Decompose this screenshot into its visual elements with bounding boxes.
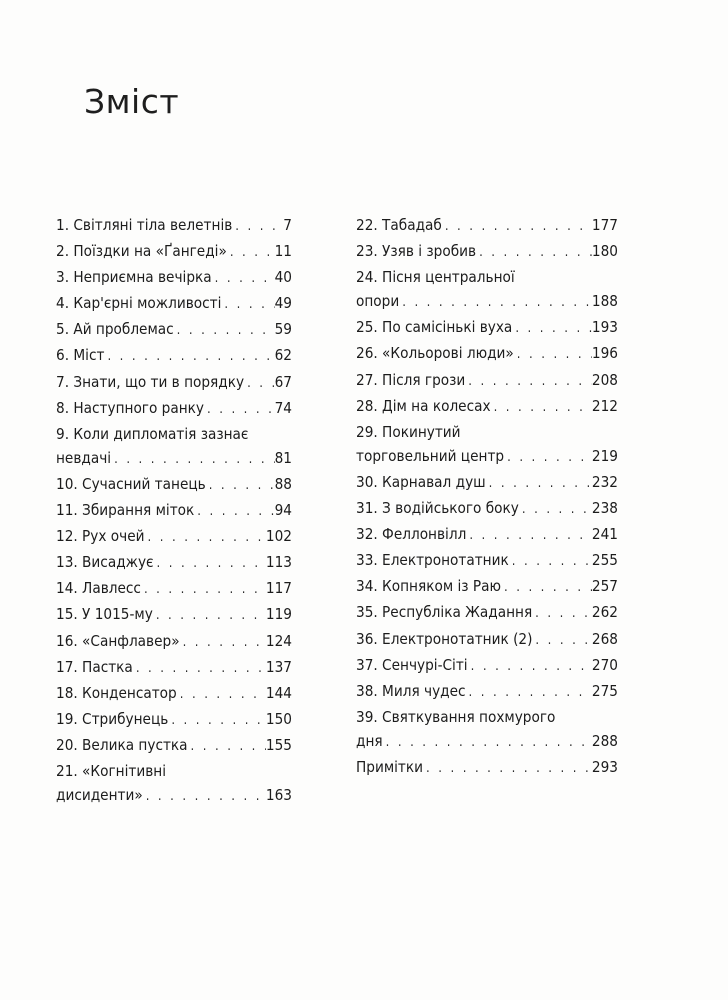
dot-leader <box>141 578 266 602</box>
toc-entry-page: 59 <box>274 320 292 339</box>
dot-leader <box>486 472 592 496</box>
toc-entry-title: дня <box>356 731 383 750</box>
toc-entry <box>56 291 292 317</box>
toc-entry <box>56 498 292 524</box>
toc-entry-page: 238 <box>591 499 618 518</box>
toc-entry <box>356 522 618 548</box>
dot-leader <box>466 524 592 548</box>
toc-entry-title-line: 39. Святкування похмурого <box>356 707 556 726</box>
toc-entry-page: 102 <box>265 527 292 546</box>
toc-entry-page: 144 <box>265 683 292 702</box>
toc-entry-page: 257 <box>591 577 618 596</box>
toc-entry-title: 25. По самісінькі вуха <box>356 318 513 337</box>
toc-entry <box>56 343 292 369</box>
dot-leader <box>532 629 592 653</box>
dot-leader <box>466 681 592 705</box>
dot-leader <box>244 372 275 396</box>
toc-entry <box>56 602 292 628</box>
toc-entry-title: 12. Рух очей <box>56 527 145 546</box>
toc-entry <box>356 705 618 755</box>
toc-entry-title: 20. Велика пустка <box>56 735 188 754</box>
toc-entry-title: 8. Наступного ранку <box>56 398 204 417</box>
dot-leader <box>442 215 592 239</box>
toc-entry-title: 23. Узяв і зробив <box>356 242 477 261</box>
toc-entry <box>356 420 618 470</box>
toc-entry-page: 241 <box>591 525 618 544</box>
toc-entry-page: 94 <box>274 501 292 520</box>
page-title: Зміст <box>84 82 180 121</box>
toc-entry-title: 10. Сучасний танець <box>56 474 206 493</box>
toc-entry <box>356 265 618 315</box>
toc-entry-title-line: 9. Коли дипломатія зазнає <box>56 424 249 443</box>
toc-entry <box>56 629 292 655</box>
toc-entry-title: 35. Республіка Жадання <box>356 603 533 622</box>
toc-entry <box>56 472 292 498</box>
toc-entry-page: 177 <box>591 216 618 234</box>
toc-column-right <box>356 213 618 781</box>
toc-entry-page: 49 <box>274 294 292 313</box>
toc-entry <box>56 707 292 733</box>
dot-leader <box>423 757 592 781</box>
toc-entry <box>56 396 292 422</box>
toc-entry-title: дисиденти» <box>56 786 143 805</box>
dot-leader <box>227 241 275 265</box>
toc-entry <box>56 370 292 396</box>
toc-entry <box>56 759 292 809</box>
toc-entry-title: 3. Неприємна вечірка <box>56 268 212 287</box>
toc-entry-page: 288 <box>591 731 618 750</box>
toc-entry-title: 38. Миля чудес <box>356 681 466 700</box>
toc-entry-page: 193 <box>591 318 618 337</box>
toc-entry-page: 212 <box>591 396 618 415</box>
toc-entry <box>356 574 618 600</box>
toc-entry-page: 262 <box>591 603 618 622</box>
toc-entry-title: 15. У 1015-му <box>56 605 153 624</box>
dot-leader <box>501 576 592 600</box>
toc-entry-title: Примітки <box>356 757 424 776</box>
toc-entry-page: 62 <box>274 346 292 365</box>
toc-entry <box>356 239 618 265</box>
dot-leader <box>194 500 274 524</box>
dot-leader <box>504 446 592 470</box>
toc-entry-title: невдачі <box>56 448 112 467</box>
toc-entry-title: 32. Феллонвілл <box>356 525 467 544</box>
toc-entry-title: торговельний центр <box>356 446 505 465</box>
toc-entry <box>356 600 618 626</box>
toc-entry <box>356 627 618 653</box>
dot-leader <box>476 241 592 265</box>
toc-entry <box>356 341 618 367</box>
dot-leader <box>519 498 592 522</box>
dot-leader <box>104 345 274 369</box>
toc-entry-title: 30. Карнавал душ <box>356 472 486 491</box>
dot-leader <box>512 317 592 341</box>
toc-entry-title: 26. «Кольорові люди» <box>356 344 514 363</box>
toc-entry-page: 137 <box>265 657 292 676</box>
dot-leader <box>133 657 266 681</box>
toc-entry-title: 17. Пастка <box>56 657 133 676</box>
toc-entry <box>56 422 292 472</box>
toc-entry-title: 14. Лавлесс <box>56 579 141 598</box>
toc-entry <box>356 368 618 394</box>
toc-entry <box>56 524 292 550</box>
dot-leader <box>468 655 592 679</box>
toc-column-left <box>56 213 292 809</box>
dot-leader <box>153 604 266 628</box>
toc-entry-page: 155 <box>265 735 292 754</box>
dot-leader <box>204 398 275 422</box>
toc-entry-page: 7 <box>283 216 292 234</box>
dot-leader <box>509 550 592 574</box>
dot-leader <box>168 709 266 733</box>
dot-leader <box>111 448 275 472</box>
toc-entry-page: 117 <box>265 579 292 598</box>
toc-entry-page: 40 <box>274 268 292 287</box>
toc-entry <box>356 213 618 239</box>
toc-entry <box>356 548 618 574</box>
toc-entry-title: опори <box>356 292 400 311</box>
dot-leader <box>177 683 266 707</box>
toc-entry <box>56 733 292 759</box>
dot-leader <box>514 343 592 367</box>
dot-leader <box>174 319 275 343</box>
toc-entry-page: 11 <box>274 242 292 261</box>
toc-entry-page: 293 <box>591 757 618 776</box>
dot-leader <box>145 526 266 550</box>
toc-entry-page: 219 <box>591 446 618 465</box>
toc-entry <box>356 679 618 705</box>
toc-entry <box>356 496 618 522</box>
toc-entry-title: 27. Після грози <box>356 370 466 389</box>
toc-entry <box>56 550 292 576</box>
toc-entry <box>56 239 292 265</box>
dot-leader <box>180 631 266 655</box>
toc-entry-title-line: 24. Пісня центральної <box>356 268 515 287</box>
toc-entry-title: 1. Світляні тіла велетнів <box>56 216 233 234</box>
toc-entry-page: 88 <box>274 474 292 493</box>
toc-entry-page: 124 <box>265 631 292 650</box>
toc-entry-title: 34. Копняком із Раю <box>356 577 501 596</box>
toc-entry <box>56 681 292 707</box>
toc-entry-page: 208 <box>591 370 618 389</box>
toc-entry <box>356 470 618 496</box>
toc-entry-page: 163 <box>265 786 292 805</box>
dot-leader <box>532 602 592 626</box>
dot-leader <box>154 552 266 576</box>
dot-leader <box>188 735 266 759</box>
dot-leader <box>212 267 275 291</box>
toc-entry-title: 16. «Санфлавер» <box>56 631 180 650</box>
toc-entry-title: 18. Конденсатор <box>56 683 177 702</box>
toc-entry <box>56 317 292 343</box>
toc-entry <box>356 653 618 679</box>
toc-entry-page: 74 <box>274 398 292 417</box>
toc-entry-page: 81 <box>274 448 292 467</box>
toc-entry <box>56 265 292 291</box>
toc-entry <box>56 213 292 239</box>
dot-leader <box>491 396 592 420</box>
dot-leader <box>143 785 266 809</box>
toc-entry-title: 31. З водійського боку <box>356 499 519 518</box>
toc-entry-title: 5. Ай проблемас <box>56 320 174 339</box>
toc-entry <box>356 394 618 420</box>
dot-leader <box>465 370 592 394</box>
toc-entry-title: 2. Поїздки на «Ґангеді» <box>56 242 227 261</box>
toc-entry-title: 19. Стрибунець <box>56 709 169 728</box>
toc-entry-page: 255 <box>591 551 618 570</box>
toc-entry <box>356 755 618 781</box>
toc-entry-page: 180 <box>591 242 618 261</box>
toc-entry-page: 67 <box>274 372 292 391</box>
dot-leader <box>383 731 592 755</box>
toc-entry <box>56 655 292 681</box>
dot-leader <box>206 474 275 498</box>
toc-entry-title-line: 21. «Когнітивні <box>56 761 167 780</box>
toc-entry-title: 7. Знати, що ти в порядку <box>56 372 245 391</box>
toc-entry-page: 270 <box>591 655 618 674</box>
toc-entry-page: 150 <box>265 709 292 728</box>
toc-entry-page: 119 <box>265 605 292 624</box>
toc-entry-page: 275 <box>591 681 618 700</box>
toc-entry-title-line: 29. Покинутий <box>356 422 461 441</box>
toc-entry <box>56 576 292 602</box>
toc-entry-title: 36. Електронотатник (2) <box>356 629 533 648</box>
toc-entry-title: 6. Міст <box>56 346 105 365</box>
toc-entry-page: 188 <box>591 292 618 311</box>
toc-entry-page: 113 <box>265 553 292 572</box>
toc-entry-title: 28. Дім на колесах <box>356 396 491 415</box>
toc-entry-title: 4. Кар'єрні можливості <box>56 294 222 313</box>
toc-entry-page: 196 <box>591 344 618 363</box>
dot-leader <box>399 291 592 315</box>
dot-leader <box>232 215 283 239</box>
toc-entry-title: 37. Сенчурі-Сіті <box>356 655 468 674</box>
toc-entry-title: 22. Табадаб <box>356 216 442 234</box>
toc-entry <box>356 315 618 341</box>
toc-entry-title: 11. Збирання міток <box>56 501 195 520</box>
toc-entry-title: 33. Електронотатник <box>356 551 509 570</box>
toc-entry-page: 232 <box>591 472 618 491</box>
dot-leader <box>221 293 274 317</box>
toc-entry-page: 268 <box>591 629 618 648</box>
toc-entry-title: 13. Висаджує <box>56 553 154 572</box>
